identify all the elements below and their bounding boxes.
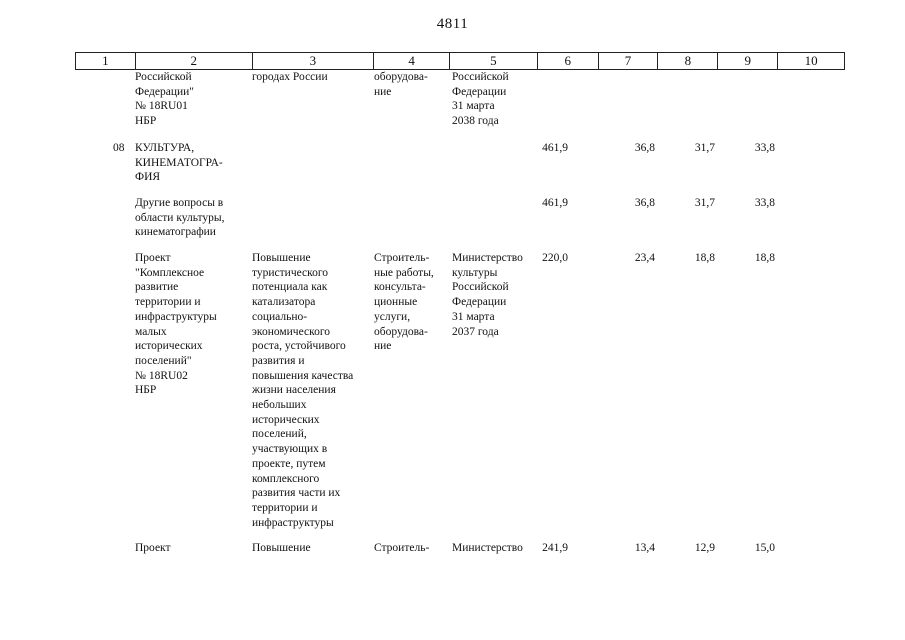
row-purpose: Повышение туристического потенциала как катализатора социально- экономического роста, устойчивого развития и повышения качества жизни населения небольших исторических поселений, участвующих в проекте, путем комплексного развития части их территории и инфраструктуры	[252, 252, 354, 529]
row-value-7: 23,4	[634, 252, 655, 264]
row-value-9: 18,8	[754, 252, 775, 264]
row-value-7: 36,8	[634, 197, 655, 209]
column-header-9: 9	[717, 53, 777, 69]
row-purpose: городах России	[252, 71, 328, 83]
column-header-8: 8	[657, 53, 717, 69]
row-value-6: 241,9	[542, 542, 568, 554]
row-value-8: 31,7	[694, 197, 715, 209]
row-type: Строитель-	[374, 542, 430, 554]
row-value-8: 12,9	[694, 542, 715, 554]
table-header-row	[75, 52, 845, 70]
column-header-1: 1	[102, 53, 109, 68]
column-header-2: 2	[135, 53, 252, 69]
column-header-5: 5	[449, 53, 537, 69]
row-executor: Министерство культуры Российской Федерации 31 марта 2037 года	[452, 252, 523, 338]
row-value-8: 31,7	[694, 142, 715, 154]
row-value-8: 18,8	[694, 252, 715, 264]
column-header-7: 7	[598, 53, 658, 69]
row-name: Другие вопросы в области культуры, кинематографии	[135, 197, 225, 239]
column-header-3: 3	[252, 53, 374, 69]
row-value-9: 15,0	[754, 542, 775, 554]
page-number: 4811	[436, 16, 469, 32]
row-value-9: 33,8	[754, 197, 775, 209]
row-name: Проект	[135, 542, 171, 554]
column-header-6: 6	[537, 53, 598, 69]
row-value-6: 220,0	[542, 252, 568, 264]
row-type: Строитель- ные работы, консульта- ционные услуги, оборудова- ние	[374, 252, 434, 353]
row-name: КУЛЬТУРА, КИНЕМАТОГРА- ФИЯ	[135, 142, 223, 184]
row-value-7: 36,8	[634, 142, 655, 154]
column-header-10: 10	[777, 53, 844, 69]
row-value-7: 13,4	[634, 542, 655, 554]
row-value-9: 33,8	[754, 142, 775, 154]
row-executor: Российской Федерации 31 марта 2038 года	[452, 71, 509, 128]
row-type: оборудова- ние	[374, 71, 428, 98]
row-value-6: 461,9	[542, 197, 568, 209]
row-purpose: Повышение	[252, 542, 311, 554]
row-code: 08	[113, 142, 125, 154]
row-value-6: 461,9	[542, 142, 568, 154]
column-header-4: 4	[373, 53, 449, 69]
row-name: Проект "Комплексное развитие территории и инфраструктуры малых исторических поселений" № 18RU02 НБР	[135, 252, 217, 397]
row-executor: Министерство	[452, 542, 523, 554]
row-name: Российской Федерации" № 18RU01 НБР	[135, 71, 195, 128]
